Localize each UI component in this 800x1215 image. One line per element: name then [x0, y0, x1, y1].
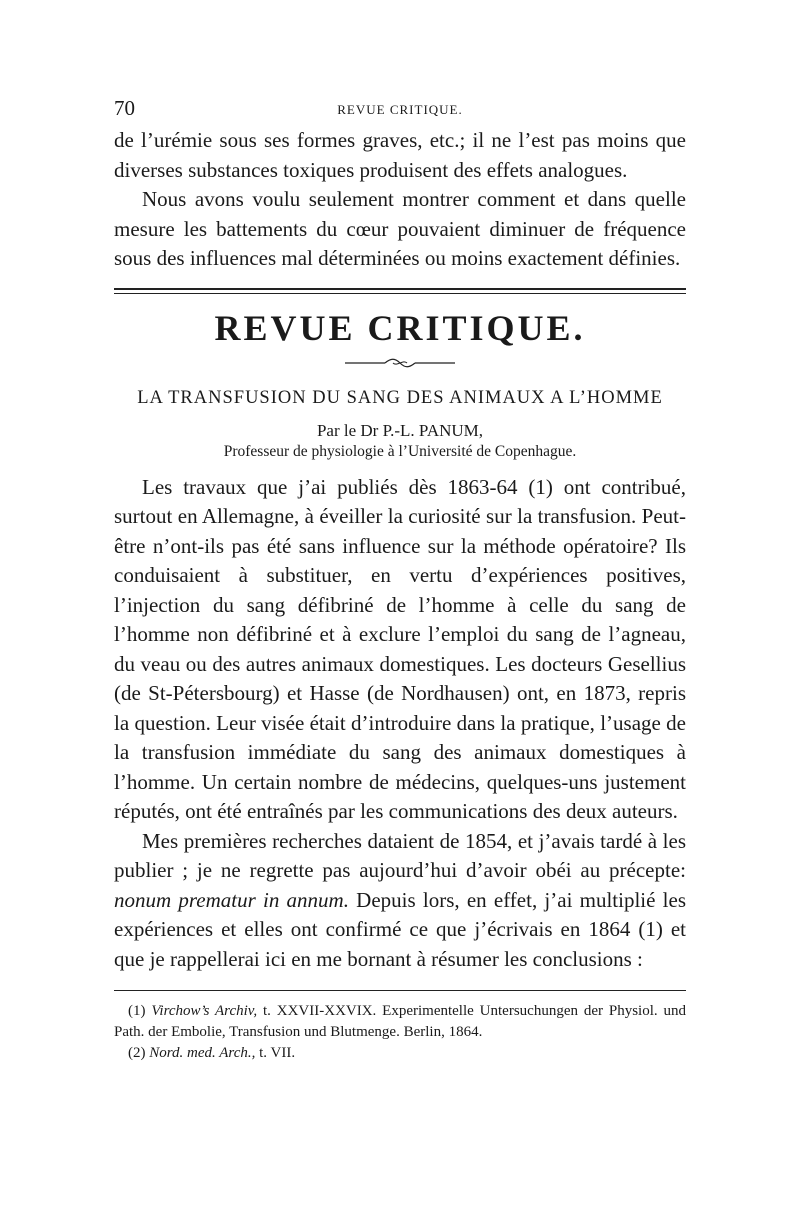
- ornament-flourish: [114, 356, 686, 370]
- footnote-2: [114, 1043, 686, 1064]
- running-head: [114, 96, 686, 120]
- article-body: [114, 473, 686, 975]
- section-divider: [114, 288, 686, 294]
- article-title: LA TRANSFUSION DU SANG DES ANIMAUX A L’HOMME: [137, 387, 663, 408]
- footnote-1: [114, 1001, 686, 1043]
- author-affiliation: Professeur de physiologie à l’Université de Copenhague.: [223, 442, 577, 460]
- flourish-icon: [345, 356, 455, 370]
- section-title: REVUE CRITIQUE.: [214, 307, 586, 348]
- continuation-text: [114, 126, 686, 274]
- continuation-paragraph-1: de l’urémie sous ses formes graves, etc.; il ne l’est pas moins que diverses substances toxiques produisent des effets analogues.: [114, 128, 686, 182]
- footnote-1-mark: (1): [128, 1003, 152, 1019]
- article-author: Par le Dr P.-L. PANUM,: [316, 420, 484, 440]
- book-page: [114, 96, 686, 1064]
- continuation-paragraph-2: Nous avons voulu seulement montrer comment et dans quelle mesure les battements du cœur pouvaient diminuer de fréquence sous des influences mal déterminées ou moins exactement définies.: [114, 187, 686, 270]
- footnote-1-source: Virchow’s Archiv,: [151, 1003, 258, 1019]
- article-paragraph-1: Les travaux que j’ai publiés dès 1863-64 (1) ont contribué, surtout en Allemagne, à éveiller la curiosité sur la transfusion. Peut-être n’ont-ils pas été sans influence sur la méthode opératoire? Ils conduisaient à substituer, en vertu d’expériences positives, l’injection du sang défibriné de l’homme à celle du sang de l’homme non défibriné et à exclure l’emploi du sang de l’agneau, du veau ou des autres animaux domestiques. Les docteurs Gesellius (de St-Pétersbourg) et Hasse (de Nordhausen) ont, en 1873, repris la question. Leur visée était d’introduire dans la pratique, l’usage de la transfusion immédiate du sang des animaux domestiques à l’homme. Un certain nombre de médecins, quelques-uns justement réputés, ont été entraînés par les communications des deux auteurs.: [114, 474, 686, 823]
- footnote-1-text: t. XXVII-XXVIX. Experimentelle Untersuchungen der Physiol. und Path. der Embolie, Transfusion und Blutmenge. Berlin, 1864.: [114, 1003, 686, 1040]
- footnotes: [114, 1001, 686, 1064]
- paragraph-2-start: Mes premières recherches dataient de 1854, et j’avais tardé à les publier ; je ne regrette pas aujourd’hui d’avoir obéi au précepte:: [114, 828, 686, 882]
- footnote-2-source: Nord. med. Arch.,: [149, 1045, 256, 1061]
- paragraph-2-end: Depuis lors, en effet, j’ai multiplié les expériences et elles ont confirmé ce que j’écrivais en 1864 (1) et que je rappellerai ici en me bornant à résumer les conclusions :: [114, 887, 686, 971]
- footnote-rule: [114, 990, 686, 991]
- footnote-2-text: t. VII.: [255, 1045, 296, 1061]
- page-number: 70: [114, 96, 135, 120]
- article-paragraph-2: [114, 827, 686, 975]
- running-title: REVUE CRITIQUE.: [337, 102, 463, 117]
- latin-quote: nonum prematur in annum.: [114, 887, 349, 912]
- footnote-2-mark: (2): [128, 1045, 150, 1061]
